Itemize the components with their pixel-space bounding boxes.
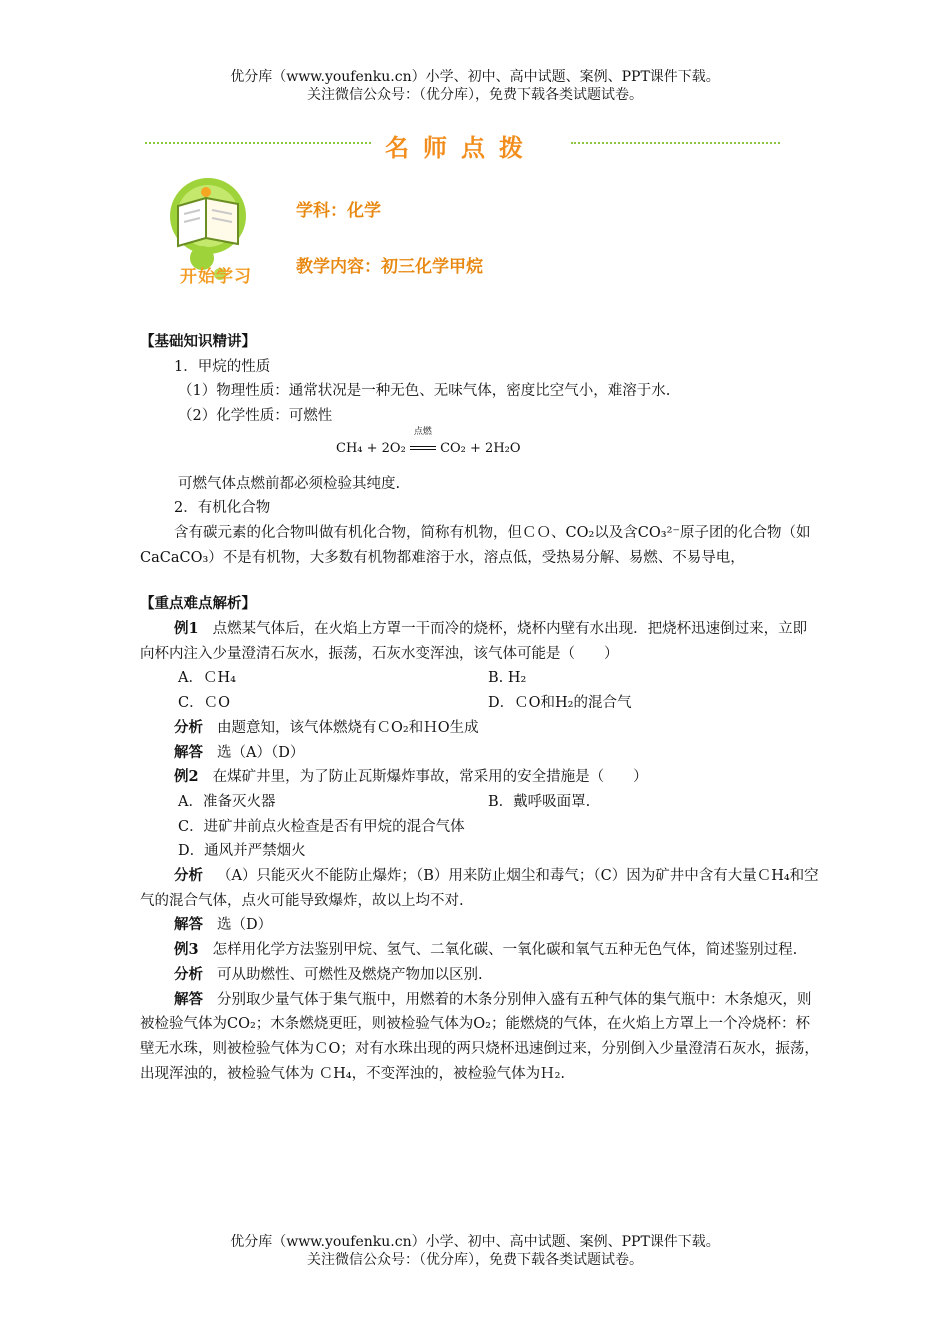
chemical-property: （2）化学性质：可燃性	[178, 408, 333, 425]
analysis-label: 分析	[174, 867, 203, 885]
example-2	[140, 765, 820, 790]
section-2-title: 2．有机化合物	[174, 500, 271, 517]
banner-title: 名师点拨	[385, 133, 537, 162]
example-2-option-c: C．进矿井前点火检查是否有甲烷的混合气体	[178, 818, 465, 835]
example-2-answer	[140, 913, 820, 938]
example-1-label: 例1	[174, 620, 199, 638]
header-line-1: 优分库（www.youfenku.cn）小学、初中、高中试题、案例、PPT课件下载。	[230, 69, 720, 85]
example-3	[140, 938, 820, 963]
page-header	[0, 68, 950, 104]
section-1-title: 1．甲烷的性质	[174, 358, 271, 375]
example-2-option-a: A．准备灭火器	[178, 793, 276, 810]
equation-left: CH₄ + 2O₂	[336, 440, 406, 456]
example-1-option-b: B. H₂	[488, 670, 527, 687]
example-1-analysis	[140, 716, 820, 741]
subject-label: 学科：化学	[296, 201, 381, 221]
header-line-2: 关注微信公众号：（优分库），免费下载各类试题试卷。	[307, 87, 643, 103]
analysis-text: 可从助燃性、可燃性及燃烧产物加以区别.	[217, 966, 483, 983]
purity-note: 可燃气体点燃前都必须检验其纯度.	[178, 475, 401, 492]
example-1-options-ab	[140, 666, 820, 691]
example-2-option-b: B．戴呼吸面罩.	[488, 793, 591, 810]
example-2-option-d: D．通风并严禁烟火	[178, 843, 306, 860]
logo-text: 开始学习	[180, 267, 252, 287]
answer-label: 解答	[174, 990, 203, 1008]
example-1	[140, 617, 820, 666]
example-3-analysis	[140, 963, 820, 988]
content-label: 教学内容：初三化学甲烷	[296, 257, 483, 277]
banner-right-divider	[571, 142, 780, 144]
example-2-options-ab	[140, 790, 820, 815]
example-1-options-cd	[140, 691, 820, 716]
example-1-text: 点燃某气体后，在火焰上方罩一干而冷的烧杯，烧杯内壁有水出现．把烧杯迅速倒过来，立即向杯内注入少量澄清石灰水，振荡，石灰水变浑浊，该气体可能是（ ）	[140, 621, 808, 662]
equation-sign	[410, 426, 436, 462]
footer-line-2: 关注微信公众号：（优分库），免费下载各类试题试卷。	[307, 1252, 643, 1268]
answer-label: 解答	[174, 743, 203, 761]
title-banner	[145, 128, 780, 162]
analysis-label: 分析	[174, 718, 203, 736]
example-2-label: 例2	[174, 768, 199, 786]
example-3-label: 例3	[174, 941, 199, 959]
equation-condition: 点燃	[413, 426, 432, 437]
example-3-text: 怎样用化学方法鉴别甲烷、氢气、二氧化碳、一氧化碳和氧气五种无色气体，简述鉴别过程.	[212, 942, 798, 959]
answer-label: 解答	[174, 916, 203, 934]
page-footer	[0, 1233, 950, 1269]
example-3-answer	[140, 988, 820, 1087]
example-2-analysis	[140, 864, 820, 913]
analysis-text: 由题意知，该气体燃烧有ＣO₂和ＨO生成	[217, 719, 479, 736]
footer-line-1: 优分库（www.youfenku.cn）小学、初中、高中试题、案例、PPT课件下载。	[230, 1234, 720, 1250]
example-2-text: 在煤矿井里，为了防止瓦斯爆炸事故，常采用的安全措施是（ ）	[212, 769, 648, 786]
analysis-text: （A）只能灭火不能防止爆炸；（B）用来防止烟尘和毒气；（C）因为矿井中含有大量ＣH₄和空气的混合气体，点火可能导致爆炸，故以上均不对.	[140, 868, 819, 909]
analysis-label: 分析	[174, 965, 203, 983]
document-body	[140, 330, 820, 1086]
banner-left-divider	[145, 142, 371, 144]
answer-text: 分别取少量气体于集气瓶中，用燃着的木条分别伸入盛有五种气体的集气瓶中：木条熄灭，则被检验气体为CO₂；木条燃烧更旺，则被检验气体为O₂；能燃烧的气体，在火焰上方罩上一个冷烧杯：杯壁无水珠，则被检验气体为ＣO；对有水珠出现的两只烧杯迅速倒过来，分别倒入少量澄清石灰水，振荡，出现浑浊的，被检验气体为 ＣH₄，不变浑浊的，被检验气体为Ｈ₂.	[140, 991, 819, 1082]
key-heading: 【重点难点解析】	[140, 595, 256, 613]
physical-property: （1）物理性质：通常状况是一种无色、无味气体，密度比空气小，难溶于水.	[178, 383, 671, 400]
example-1-option-c: C．ＣO	[178, 695, 230, 712]
answer-text: 选（D）	[217, 917, 273, 934]
combustion-equation	[140, 426, 820, 462]
example-1-answer	[140, 741, 820, 766]
example-1-option-d: D．ＣO和H₂的混合气	[488, 695, 632, 712]
equation-right: CO₂ + 2H₂O	[440, 440, 521, 456]
organic-compound-text: 含有碳元素的化合物叫做有机化合物，简称有机物，但ＣＯ、CO₂以及含CO₃²⁻原子团的化合物（如CaCaCO₃）不是有机物，大多数有机物都难溶于水，溶点低，受热易分解、易燃、不易导电，	[140, 524, 811, 566]
basic-heading: 【基础知识精讲】	[140, 333, 256, 350]
answer-text: 选（A）（D）	[217, 744, 305, 761]
example-1-option-a: A．ＣH₄	[178, 670, 236, 687]
